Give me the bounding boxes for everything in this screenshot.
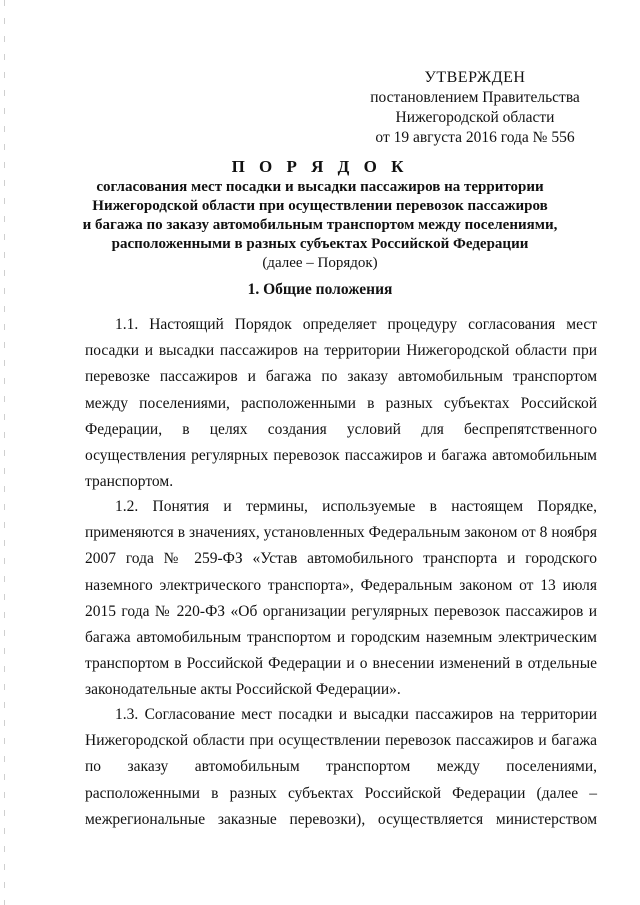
paragraph-line: перевозке пассажиров и багажа по заказу автомобильным транспортом <box>85 368 597 386</box>
section-heading: 1. Общие положения <box>247 281 393 298</box>
paragraph-line: Федерации, в целях создания условий для беспрепятственного <box>85 420 597 438</box>
paragraph-line: наземного электрического транспорта», Федеральным законом от 13 июля <box>85 576 597 594</box>
paragraph-line: транспортом. <box>85 473 174 491</box>
paragraph-line: применяются в значениях, установленных Федеральным законом от 8 ноября <box>85 524 597 542</box>
document-title-block <box>80 157 560 273</box>
paragraph-line: между поселениями, расположенными в разных субъектах Российской <box>85 394 597 412</box>
paragraph-1-1 <box>85 312 597 495</box>
title-note: (далее – Порядок) <box>262 255 378 271</box>
paragraph-line: 2015 года № 220-ФЗ «Об организации регулярных перевозок пассажиров и <box>85 602 597 620</box>
approval-head: УТВЕРЖДЕН <box>424 69 526 86</box>
approval-line-1: постановлением Правительства <box>370 89 580 106</box>
paragraph-line: осуществления регулярных перевозок пассажиров и багажа автомобильным <box>85 446 597 464</box>
paragraph-line: 1.1. Настоящий Порядок определяет процедуру согласования мест <box>115 316 597 333</box>
paragraph-1-2 <box>85 494 597 704</box>
scan-edge-artifact <box>4 0 5 905</box>
document-title: П О Р Я Д О К <box>231 157 409 176</box>
paragraph-1-3 <box>85 702 597 833</box>
paragraph-line: багажа автомобильным транспортом и городским наземным электрическим <box>85 628 597 646</box>
paragraph-line: по заказу автомобильным транспортом между поселениями, <box>85 758 597 776</box>
paragraph-line: законодательные акты Российской Федерации». <box>85 681 401 699</box>
title-line-1: согласования мест посадки и высадки пассажиров на территории <box>96 179 544 195</box>
paragraph-line: 1.3. Согласование мест посадки и высадки пассажиров на территории <box>115 706 597 723</box>
approval-line-3: от 19 августа 2016 года № 556 <box>375 129 575 146</box>
title-line-3: и багажа по заказу автомобильным транспортом между поселениями, <box>82 217 558 233</box>
paragraph-line: 2007 года № 259-ФЗ «Устав автомобильного транспорта и городского <box>85 550 597 568</box>
title-line-2: Нижегородской области при осуществлении перевозок пассажиров <box>92 198 548 214</box>
approval-line-2: Нижегородской области <box>395 109 555 126</box>
paragraph-line: Нижегородской области при осуществлении перевозок пассажиров и багажа <box>85 732 597 750</box>
paragraph-line: посадки и высадки пассажиров на территории Нижегородской области при <box>85 342 597 360</box>
paragraph-line: расположенными в разных субъектах Российской Федерации (далее – <box>85 784 597 802</box>
title-line-4: расположенными в разных субъектах Российской Федерации <box>111 236 529 252</box>
approval-stamp <box>365 68 585 148</box>
paragraph-line: межрегиональные заказные перевозки), осуществляется министерством <box>85 810 597 828</box>
paragraph-line: 1.2. Понятия и термины, используемые в настоящем Порядке, <box>115 498 597 515</box>
paragraph-line: транспортом в Российской Федерации и о внесении изменений в отдельные <box>85 655 597 673</box>
